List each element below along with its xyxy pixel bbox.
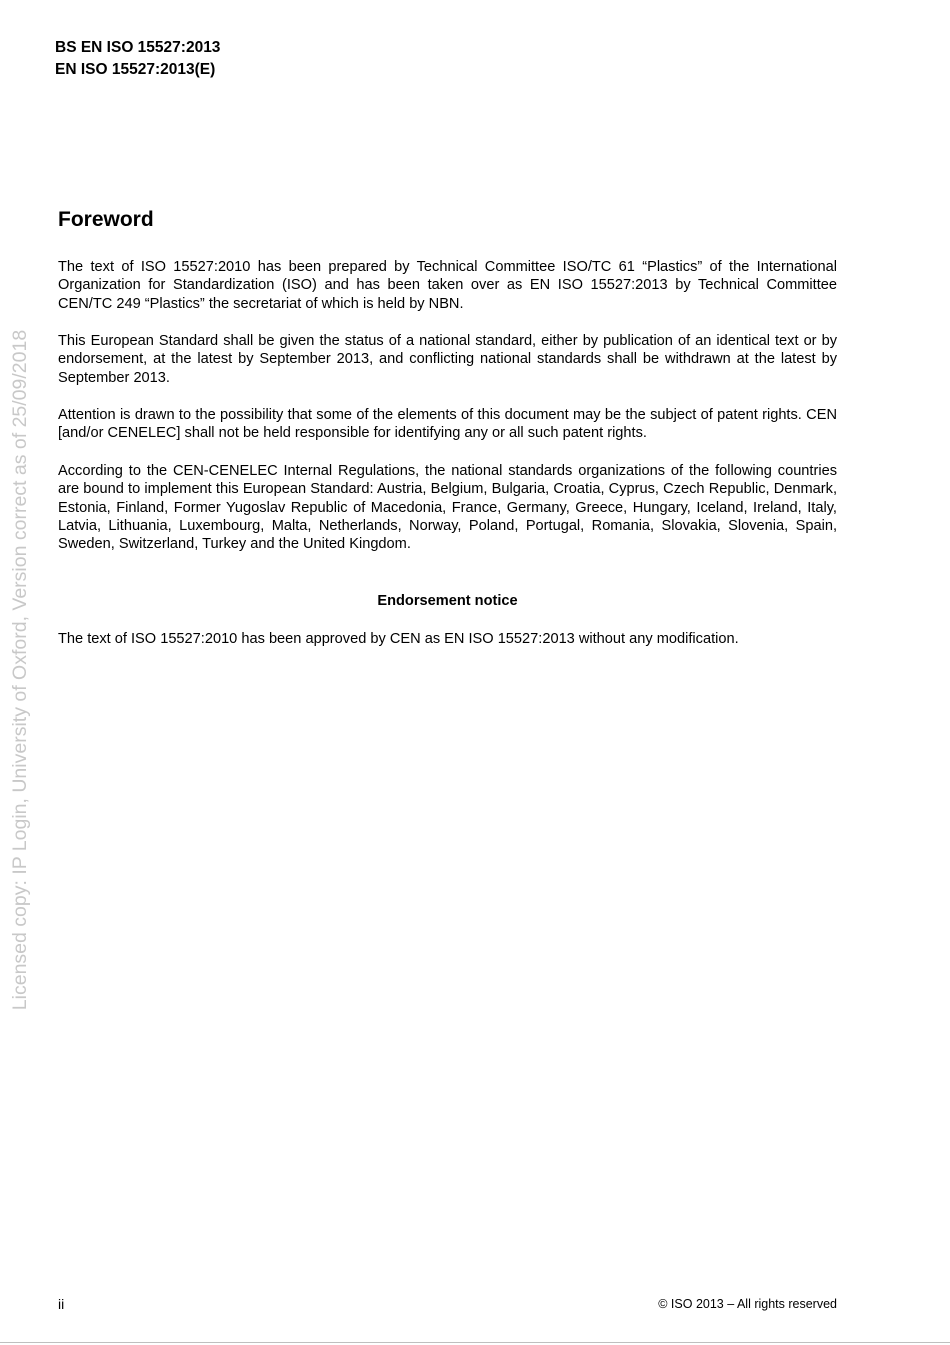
copyright-notice: © ISO 2013 – All rights reserved <box>658 1297 837 1311</box>
page-number: ii <box>58 1296 65 1312</box>
header-standard-en: EN ISO 15527:2013(E) <box>55 61 216 78</box>
foreword-paragraph: The text of ISO 15527:2010 has been prepared by Technical Committee ISO/TC 61 “Plastics” of the International Organization for Standardization (ISO) and has been taken over as EN ISO 15527:2013 by Technical Committee CEN/TC 249 “Plastics” the secretariat of which is held by NBN. <box>58 259 837 312</box>
foreword-heading: Foreword <box>58 208 154 231</box>
foreword-paragraph: According to the CEN-CENELEC Internal Regulations, the national standards organizations of the following countries are bound to implement this European Standard: Austria, Belgium, Bulgaria, Croatia, Cyprus, Czech Republic, Denmark, Estonia, Finland, Former Yugoslav Republic of Macedonia, France, Germany, Greece, Hungary, Iceland, Ireland, Italy, Latvia, Lithuania, Luxembourg, Malta, Netherlands, Norway, Poland, Portugal, Romania, Slovakia, Slovenia, Spain, Sweden, Switzerland, Turkey and the United Kingdom. <box>58 463 837 553</box>
license-watermark: Licensed copy: IP Login, University of Oxford, Version correct as of 25/09/2018 <box>9 329 31 1011</box>
header-standard-bs: BS EN ISO 15527:2013 <box>55 39 221 56</box>
page-edge-divider <box>0 1342 950 1343</box>
foreword-paragraph: This European Standard shall be given the status of a national standard, either by publication of an identical text or by endorsement, at the latest by September 2013, and conflicting national standards shall be withdrawn at the latest by September 2013. <box>58 333 837 386</box>
endorsement-paragraph: The text of ISO 15527:2010 has been approved by CEN as EN ISO 15527:2013 without any modification. <box>58 631 739 647</box>
document-header <box>55 37 220 81</box>
foreword-paragraph: Attention is drawn to the possibility that some of the elements of this document may be the subject of patent rights. CEN [and/or CENELEC] shall not be held responsible for identifying any or all such patent rights. <box>58 407 837 442</box>
endorsement-heading: Endorsement notice <box>377 593 518 609</box>
